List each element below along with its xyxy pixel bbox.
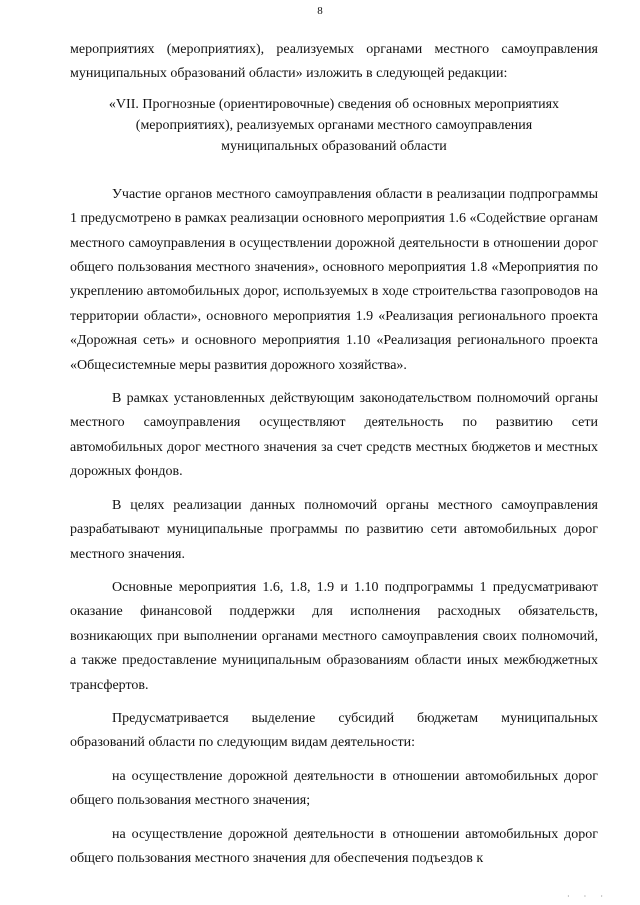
paragraph-financial-support: Основные мероприятия 1.6, 1.8, 1.9 и 1.10 подпрограммы 1 предусматривают оказание финансовой поддержки для исполнения расходных обязательств, возникающих при выполнении органами местного самоуправления своих полномочий, а также предоставление муниципальным образованиям области иных межбюджетных трансфертов.	[70, 579, 598, 693]
heading-line-2: (мероприятиях), реализуемых органами местного самоуправления	[135, 117, 533, 133]
scan-marks: · · ·	[567, 892, 609, 901]
heading-line-1: «VII. Прогнозные (ориентировочные) сведения об основных мероприятиях	[108, 96, 560, 112]
paragraph-programs: В целях реализации данных полномочий органы местного самоуправления разрабатывают муниципальные программы по развитию сети автомобильных дорог местного значения.	[70, 497, 598, 562]
page-number: 8	[317, 5, 323, 17]
document-body	[70, 38, 598, 871]
heading-line-3: муниципальных образований области	[221, 138, 447, 154]
section-heading	[70, 94, 598, 157]
intro-paragraph: мероприятиях (мероприятиях), реализуемых органами местного самоуправления муниципальных образований области» изложить в следующей редакции:	[70, 42, 598, 82]
paragraph-participation: Участие органов местного самоуправления области в реализации подпрограммы 1 предусмотрено в рамках реализации основного мероприятия 1.6 «Содействие органам местного самоуправления в осуществлении дорожной деятельности в отношении дорог общего пользования местного значения», основного мероприятия 1.8 «Мероприятия по укреплению автомобильных дорог, используемых в ходе строительства газопроводов на территории области», основного мероприятия 1.9 «Реализация регионального проекта «Дорожная сеть» и основного мероприятия 1.10 «Реализация регионального проекта «Общесистемные меры развития дорожного хозяйства».	[70, 186, 598, 373]
paragraph-subsidies: Предусматривается выделение субсидий бюджетам муниципальных образований области по следующим видам деятельности:	[70, 710, 598, 751]
paragraph-authority: В рамках установленных действующим законодательством полномочий органы местного самоуправления осуществляют деятельность по развитию сети автомобильных дорог местного значения за счет средств местных бюджетов и местных дорожных фондов.	[70, 391, 598, 480]
list-item-road-activity: на осуществление дорожной деятельности в отношении автомобильных дорог общего пользования местного значения;	[70, 768, 598, 809]
list-item-access-roads: на осуществление дорожной деятельности в отношении автомобильных дорог общего пользования местного значения для обеспечения подъездов к	[70, 826, 598, 866]
